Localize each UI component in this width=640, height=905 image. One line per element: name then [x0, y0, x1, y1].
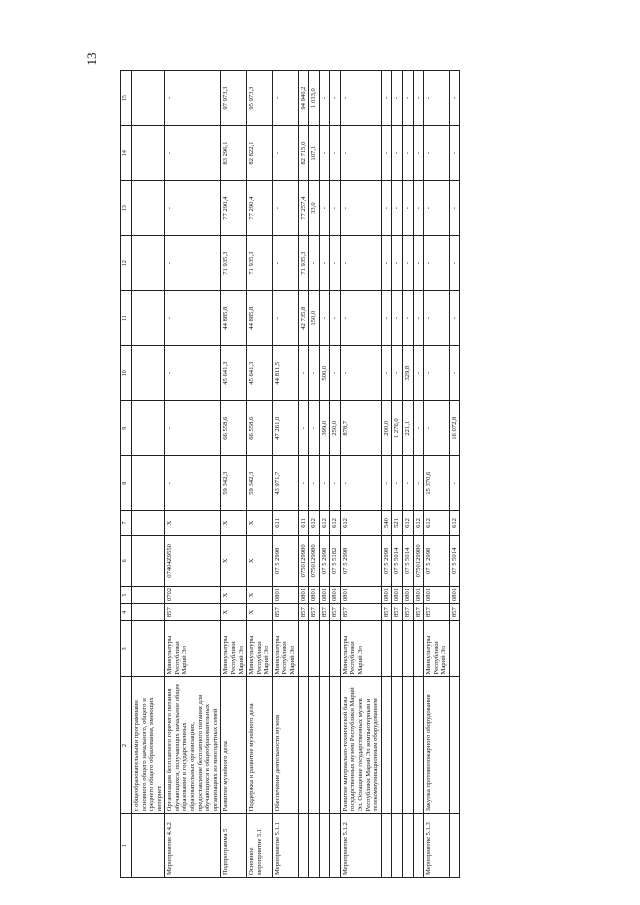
- value-cell: 97 973,3: [221, 71, 247, 126]
- grbs-cell: 857: [330, 604, 341, 621]
- value-cell: 83 296,1: [221, 126, 247, 181]
- value-cell: -: [340, 346, 381, 401]
- executor-cell: [298, 621, 309, 677]
- vr-cell: Х: [247, 511, 273, 535]
- table-row: [424, 71, 450, 878]
- csr-cell: 0750129980: [413, 535, 424, 586]
- description-cell: [298, 677, 309, 814]
- grbs-cell: 857: [340, 604, 381, 621]
- vr-cell: 612: [449, 511, 460, 535]
- value-cell: 71 935,3: [298, 236, 309, 291]
- value-cell: -: [424, 71, 450, 126]
- value-cell: 77 290,4: [221, 181, 247, 236]
- value-cell: -: [330, 346, 341, 401]
- value-cell: -: [402, 291, 413, 346]
- csr-cell: 07 5 5014: [402, 535, 413, 586]
- csr-cell: 07 5 2998: [424, 535, 450, 586]
- rzpr-cell: 0801: [424, 587, 450, 604]
- rzpr-cell: 0801: [319, 587, 330, 604]
- description-cell: Обеспечение деятельности музеев: [272, 677, 298, 814]
- row-label-cell: [298, 814, 309, 878]
- value-cell: -: [413, 236, 424, 291]
- grbs-cell: 857: [449, 604, 460, 621]
- value-cell: [132, 71, 165, 126]
- value-cell: -: [449, 346, 460, 401]
- csr-cell: [132, 535, 165, 586]
- executor-cell: [381, 621, 392, 677]
- value-cell: -: [392, 71, 403, 126]
- value-cell: -: [449, 291, 460, 346]
- csr-cell: 07 5 2998: [319, 535, 330, 586]
- value-cell: [132, 346, 165, 401]
- row-label-cell: [309, 814, 320, 878]
- value-cell: [132, 236, 165, 291]
- grbs-cell: 857: [402, 604, 413, 621]
- value-cell: -: [165, 181, 221, 236]
- rzpr-cell: 0801: [381, 587, 392, 604]
- value-cell: -: [402, 126, 413, 181]
- description-cell: Закупка противопожарного оборудования: [424, 677, 450, 814]
- col-header: 3: [121, 621, 132, 677]
- value-cell: 77 257,4: [298, 181, 309, 236]
- col-header: 10: [121, 346, 132, 401]
- value-cell: -: [298, 401, 309, 456]
- value-cell: -: [424, 236, 450, 291]
- value-cell: 1 033,0: [309, 71, 320, 126]
- executor-cell: [392, 621, 403, 677]
- rzpr-cell: 0702: [165, 587, 221, 604]
- rzpr-cell: 0801: [392, 587, 403, 604]
- value-cell: -: [319, 181, 330, 236]
- value-cell: -: [381, 126, 392, 181]
- executor-cell: Минкультуры Республики Марий Эл: [165, 621, 221, 677]
- executor-cell: [402, 621, 413, 677]
- value-cell: 82 715,0: [298, 126, 309, 181]
- executor-cell: [309, 621, 320, 677]
- value-cell: -: [272, 236, 298, 291]
- vr-cell: [132, 511, 165, 535]
- value-cell: 71 935,3: [221, 236, 247, 291]
- row-label-cell: Мероприятие 5.1.1: [272, 814, 298, 878]
- rzpr-cell: Х: [221, 587, 247, 604]
- value-cell: 82 822,1: [247, 126, 273, 181]
- value-cell: -: [413, 181, 424, 236]
- value-cell: 45 641,3: [221, 346, 247, 401]
- col-header: 1: [121, 814, 132, 878]
- value-cell: -: [319, 291, 330, 346]
- table-row: [392, 71, 403, 878]
- vr-cell: 612: [413, 511, 424, 535]
- value-cell: -: [309, 346, 320, 401]
- value-cell: -: [381, 236, 392, 291]
- value-cell: -: [413, 346, 424, 401]
- value-cell: -: [165, 71, 221, 126]
- row-label-cell: [413, 814, 424, 878]
- value-cell: 95 973,3: [247, 71, 273, 126]
- value-cell: -: [330, 291, 341, 346]
- col-header: 4: [121, 604, 132, 621]
- value-cell: 59 342,3: [221, 456, 247, 511]
- value-cell: -: [272, 71, 298, 126]
- col-header: 13: [121, 181, 132, 236]
- value-cell: -: [319, 126, 330, 181]
- grbs-cell: 857: [309, 604, 320, 621]
- value-cell: -: [330, 126, 341, 181]
- csr-cell: 0750129980: [309, 535, 320, 586]
- grbs-cell: 857: [381, 604, 392, 621]
- value-cell: -: [165, 346, 221, 401]
- value-cell: -: [340, 291, 381, 346]
- col-header: 12: [121, 236, 132, 291]
- value-cell: -: [309, 456, 320, 511]
- csr-cell: 07 5 5014: [392, 535, 403, 586]
- description-cell: Поддержка и развитие музейного дела: [247, 677, 273, 814]
- vr-cell: 612: [309, 511, 320, 535]
- table-row: [309, 71, 320, 878]
- value-cell: 200,0: [381, 401, 392, 456]
- value-cell: -: [272, 126, 298, 181]
- executor-cell: [449, 621, 460, 677]
- grbs-cell: 857: [298, 604, 309, 621]
- row-label-cell: Подпрограмма 5: [221, 814, 247, 878]
- value-cell: -: [402, 71, 413, 126]
- description-cell: с общеобразовательными программами основного общего начального, общего и среднего общего образования, имеющих интернет: [132, 677, 165, 814]
- value-cell: -: [413, 456, 424, 511]
- grbs-cell: 857: [272, 604, 298, 621]
- value-cell: 66 558,6: [221, 401, 247, 456]
- executor-cell: Минкультуры Республики Марий Эл: [247, 621, 273, 677]
- vr-cell: 612: [402, 511, 413, 535]
- description-cell: Развитие материально-технической базы государственных музеев Республики Марий Эл. Оснащение государственных музеев Республики Марий Эл компьютерным и телекоммуникационным оборудованием: [340, 677, 381, 814]
- value-cell: -: [413, 401, 424, 456]
- value-cell: -: [402, 456, 413, 511]
- value-cell: 15 370,6: [424, 456, 450, 511]
- vr-cell: 612: [319, 511, 330, 535]
- table-row: [298, 71, 309, 878]
- value-cell: 329,8: [402, 346, 413, 401]
- table-row: [449, 71, 460, 878]
- rzpr-cell: [132, 587, 165, 604]
- grbs-cell: Х: [221, 604, 247, 621]
- value-cell: 77 290,4: [247, 181, 273, 236]
- executor-cell: Минкультуры Республики Марий Эл: [272, 621, 298, 677]
- vr-cell: 612: [340, 511, 381, 535]
- value-cell: -: [381, 291, 392, 346]
- value-cell: -: [402, 236, 413, 291]
- table-row: [340, 71, 381, 878]
- value-cell: -: [449, 126, 460, 181]
- row-label-cell: [381, 814, 392, 878]
- value-cell: 45 641,3: [247, 346, 273, 401]
- executor-cell: [330, 621, 341, 677]
- description-cell: Развитие музейного дела: [221, 677, 247, 814]
- row-label-cell: Мероприятие 5.1.2: [340, 814, 381, 878]
- table-row: [165, 71, 221, 878]
- csr-cell: 07 5 2998: [272, 535, 298, 586]
- value-cell: -: [319, 236, 330, 291]
- value-cell: 221,1: [402, 401, 413, 456]
- rzpr-cell: 0801: [330, 587, 341, 604]
- value-cell: [132, 456, 165, 511]
- value-cell: -: [165, 236, 221, 291]
- csr-cell: 07 5 2998: [340, 535, 381, 586]
- description-cell: [392, 677, 403, 814]
- value-cell: -: [319, 456, 330, 511]
- rzpr-cell: 0801: [449, 587, 460, 604]
- value-cell: [132, 401, 165, 456]
- col-header: 14: [121, 126, 132, 181]
- value-cell: -: [340, 71, 381, 126]
- csr-cell: Х: [247, 535, 273, 586]
- value-cell: 94 940,2: [298, 71, 309, 126]
- description-cell: [402, 677, 413, 814]
- value-cell: 43 971,7: [272, 456, 298, 511]
- value-cell: 47 261,0: [272, 401, 298, 456]
- value-cell: -: [392, 181, 403, 236]
- rotated-table-sheet: [120, 70, 618, 878]
- value-cell: 33,0: [309, 181, 320, 236]
- description-cell: [309, 677, 320, 814]
- value-cell: -: [424, 401, 450, 456]
- value-cell: -: [272, 181, 298, 236]
- value-cell: -: [424, 181, 450, 236]
- row-label-cell: Мероприятие 4.4.2: [165, 814, 221, 878]
- rzpr-cell: 0801: [309, 587, 320, 604]
- value-cell: 59 342,3: [247, 456, 273, 511]
- value-cell: 42 735,8: [298, 291, 309, 346]
- value-cell: -: [424, 346, 450, 401]
- description-cell: [330, 677, 341, 814]
- value-cell: -: [424, 126, 450, 181]
- rzpr-cell: 0801: [298, 587, 309, 604]
- table-row: [272, 71, 298, 878]
- vr-cell: 611: [298, 511, 309, 535]
- grbs-cell: 857: [392, 604, 403, 621]
- row-label-cell: [392, 814, 403, 878]
- vr-cell: Х: [221, 511, 247, 535]
- value-cell: 44 885,8: [221, 291, 247, 346]
- csr-cell: 07404Z9550: [165, 535, 221, 586]
- value-cell: 71 935,3: [247, 236, 273, 291]
- value-cell: -: [402, 181, 413, 236]
- value-cell: -: [165, 126, 221, 181]
- value-cell: 107,1: [309, 126, 320, 181]
- value-cell: -: [340, 236, 381, 291]
- table-row: [132, 71, 165, 878]
- grbs-cell: 857: [165, 604, 221, 621]
- value-cell: -: [392, 456, 403, 511]
- value-cell: -: [330, 456, 341, 511]
- page-number: 13: [84, 52, 99, 66]
- value-cell: 44 811,5: [272, 346, 298, 401]
- value-cell: [132, 181, 165, 236]
- value-cell: -: [449, 181, 460, 236]
- vr-cell: 521: [392, 511, 403, 535]
- col-header: 6: [121, 535, 132, 586]
- rzpr-cell: 0801: [272, 587, 298, 604]
- value-cell: 66 558,6: [247, 401, 273, 456]
- description-cell: [319, 677, 330, 814]
- executor-cell: [413, 621, 424, 677]
- value-cell: -: [381, 346, 392, 401]
- rzpr-cell: 0801: [340, 587, 381, 604]
- value-cell: [132, 126, 165, 181]
- value-cell: 44 885,8: [247, 291, 273, 346]
- value-cell: 150,0: [309, 291, 320, 346]
- description-cell: Организация бесплатного горячего питания обучающихся, получающих начальное общее образование в государственных образовательных организациях, предоставление бесплатного питания для обучающихся в общеобразовательных организациях из многодетных семей: [165, 677, 221, 814]
- table-row: [413, 71, 424, 878]
- vr-cell: 611: [272, 511, 298, 535]
- value-cell: -: [165, 401, 221, 456]
- rzpr-cell: 0801: [413, 587, 424, 604]
- value-cell: -: [392, 346, 403, 401]
- rzpr-cell: Х: [247, 587, 273, 604]
- value-cell: -: [165, 291, 221, 346]
- value-cell: -: [392, 291, 403, 346]
- value-cell: -: [392, 126, 403, 181]
- col-header: 2: [121, 677, 132, 814]
- table-row: [221, 71, 247, 878]
- value-cell: -: [298, 456, 309, 511]
- value-cell: -: [449, 71, 460, 126]
- rzpr-cell: 0801: [402, 587, 413, 604]
- csr-cell: 07 5 2998: [381, 535, 392, 586]
- value-cell: -: [413, 71, 424, 126]
- row-label-cell: [319, 814, 330, 878]
- value-cell: -: [381, 456, 392, 511]
- value-cell: -: [330, 71, 341, 126]
- row-label-cell: Основное мероприятие 5.1: [247, 814, 273, 878]
- value-cell: -: [449, 456, 460, 511]
- value-cell: 500,0: [319, 346, 330, 401]
- value-cell: -: [298, 346, 309, 401]
- vr-cell: 612: [330, 511, 341, 535]
- csr-cell: Х: [221, 535, 247, 586]
- grbs-cell: 857: [319, 604, 330, 621]
- value-cell: -: [340, 456, 381, 511]
- col-header: 5: [121, 587, 132, 604]
- table-row: [402, 71, 413, 878]
- value-cell: -: [319, 71, 330, 126]
- value-cell: -: [340, 126, 381, 181]
- description-cell: [449, 677, 460, 814]
- value-cell: -: [330, 236, 341, 291]
- value-cell: -: [413, 291, 424, 346]
- value-cell: -: [309, 401, 320, 456]
- col-header: 7: [121, 511, 132, 535]
- row-label-cell: [132, 814, 165, 878]
- value-cell: [132, 291, 165, 346]
- vr-cell: Х: [165, 511, 221, 535]
- vr-cell: 540: [381, 511, 392, 535]
- csr-cell: 07 5 5182: [330, 535, 341, 586]
- value-cell: -: [330, 181, 341, 236]
- value-cell: 399,0: [319, 401, 330, 456]
- table-row: [247, 71, 273, 878]
- value-cell: 250,0: [330, 401, 341, 456]
- row-label-cell: [402, 814, 413, 878]
- table-row: [319, 71, 330, 878]
- executor-cell: [132, 621, 165, 677]
- value-cell: -: [272, 291, 298, 346]
- col-header: 9: [121, 401, 132, 456]
- value-cell: -: [340, 181, 381, 236]
- value-cell: 1 276,0: [392, 401, 403, 456]
- budget-table: [120, 70, 460, 878]
- value-cell: 878,7: [340, 401, 381, 456]
- col-header: 15: [121, 71, 132, 126]
- grbs-cell: [132, 604, 165, 621]
- grbs-cell: 857: [424, 604, 450, 621]
- description-cell: [381, 677, 392, 814]
- col-header: 11: [121, 291, 132, 346]
- col-header: 8: [121, 456, 132, 511]
- grbs-cell: 857: [413, 604, 424, 621]
- description-cell: [413, 677, 424, 814]
- value-cell: -: [165, 456, 221, 511]
- value-cell: -: [381, 71, 392, 126]
- executor-cell: Минкультуры Республики Марий Эл: [424, 621, 450, 677]
- executor-cell: Минкультуры Республики Марий Эл: [221, 621, 247, 677]
- row-label-cell: Мероприятие 5.1.3: [424, 814, 450, 878]
- value-cell: -: [381, 181, 392, 236]
- executor-cell: Минкультуры Республики Марий Эл: [340, 621, 381, 677]
- table-body: [132, 71, 460, 878]
- value-cell: -: [413, 126, 424, 181]
- column-number-row: [121, 71, 132, 878]
- value-cell: -: [424, 291, 450, 346]
- table-row: [330, 71, 341, 878]
- table-row: [381, 71, 392, 878]
- row-label-cell: [449, 814, 460, 878]
- value-cell: -: [392, 236, 403, 291]
- csr-cell: 07 5 5014: [449, 535, 460, 586]
- vr-cell: 612: [424, 511, 450, 535]
- value-cell: -: [449, 236, 460, 291]
- value-cell: 16 072,8: [449, 401, 460, 456]
- value-cell: -: [309, 236, 320, 291]
- grbs-cell: Х: [247, 604, 273, 621]
- executor-cell: [319, 621, 330, 677]
- csr-cell: 0750129980: [298, 535, 309, 586]
- row-label-cell: [330, 814, 341, 878]
